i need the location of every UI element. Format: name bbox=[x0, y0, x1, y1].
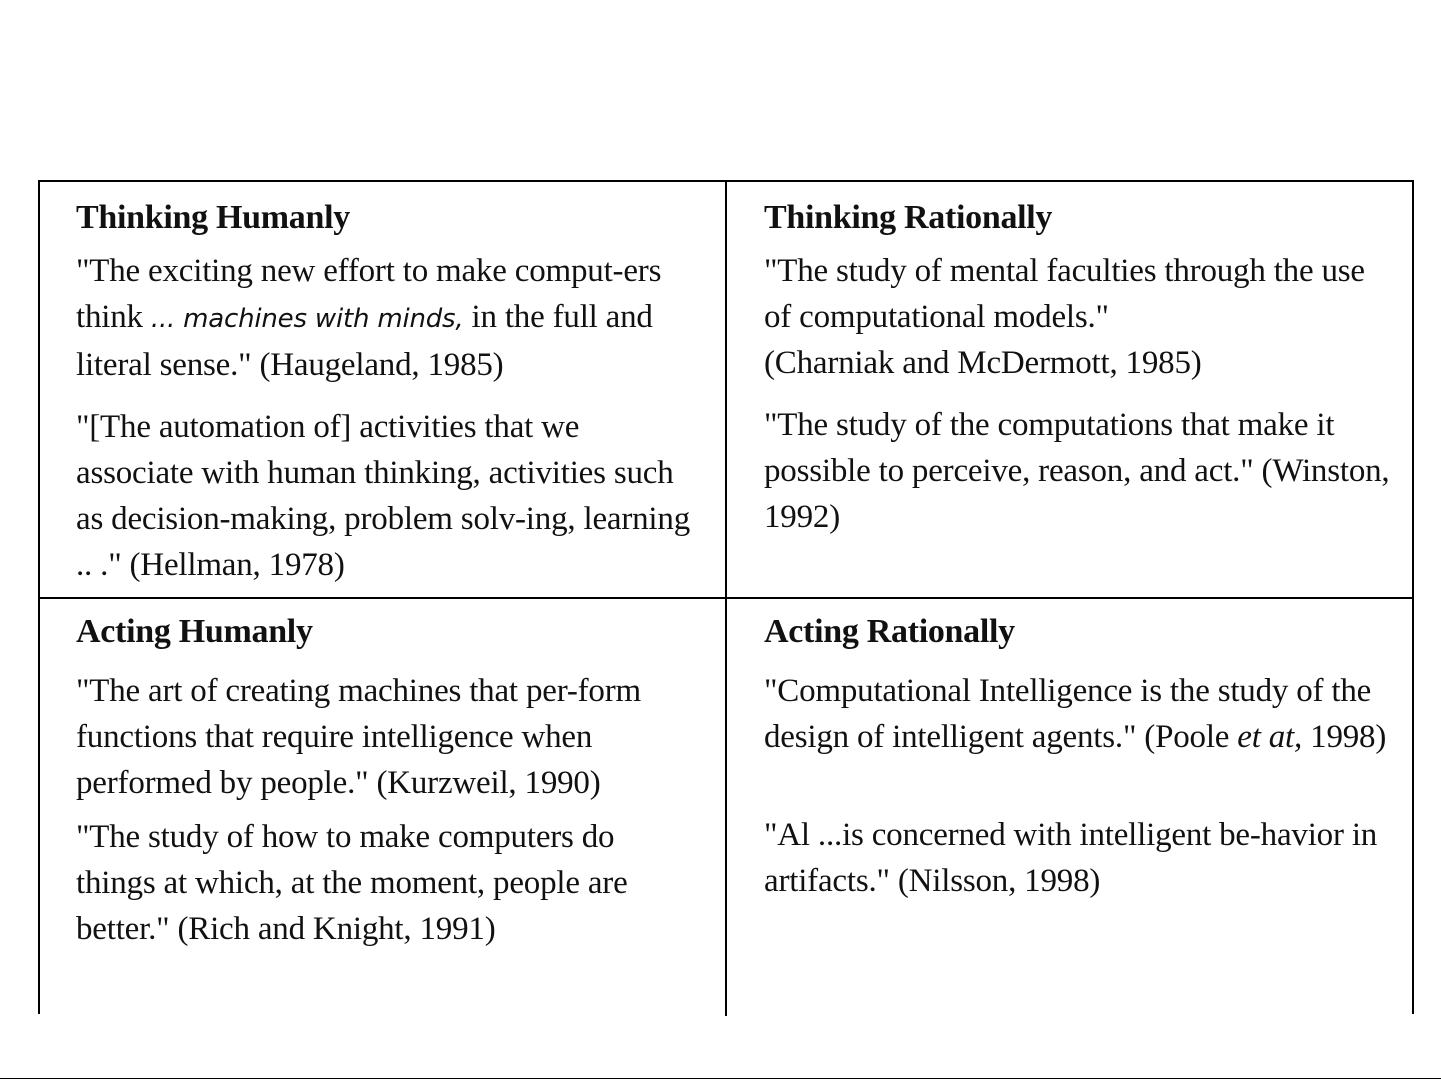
heading-acting-humanly: Acting Humanly bbox=[76, 613, 313, 650]
page-bottom-rule bbox=[0, 1078, 1441, 1079]
heading-thinking-humanly: Thinking Humanly bbox=[76, 199, 350, 236]
heading-acting-rationally: Acting Rationally bbox=[764, 613, 1015, 650]
quote-italic: ... machines with minds, bbox=[150, 304, 464, 334]
quote-haugeland bbox=[76, 248, 696, 388]
quote-rich-knight: "The study of how to make computers do things at which, at the moment, people are better." (Rich and Knight, 1991) bbox=[76, 819, 628, 947]
quote-text: "Computational Intelligence is the study of the design of intelligent agents." (Poole bbox=[764, 673, 1372, 755]
row-divider bbox=[40, 597, 1412, 599]
quote-italic: et at, bbox=[1237, 719, 1303, 755]
cell-acting-rationally bbox=[764, 612, 1394, 904]
quote-text: 1998) bbox=[1302, 719, 1387, 755]
column-divider bbox=[725, 182, 727, 1016]
quote-hellman: "[The automation of] activities that we associate with human thinking, activities such as decision-making, problem solv-ing, learning .. ." (Hellman, 1978) bbox=[76, 409, 690, 583]
quote-kurzweil: "The art of creating machines that per-form functions that require intelligence when performed by people." (Kurzweil, 1990) bbox=[76, 673, 641, 801]
quote-text: in the full and literal sense." (Haugeland, 1985) bbox=[76, 299, 653, 383]
quote-citation: (Charniak and McDermott, 1985) bbox=[764, 345, 1202, 381]
quote-text: "The study of mental faculties through the use of computational models." bbox=[764, 253, 1365, 335]
heading-thinking-rationally: Thinking Rationally bbox=[764, 199, 1053, 236]
quote-poole bbox=[764, 668, 1394, 760]
quote-nilsson: "Al ...is concerned with intelligent be-havior in artifacts." (Nilsson, 1998) bbox=[764, 817, 1378, 899]
cell-thinking-rationally bbox=[764, 198, 1394, 540]
quote-winston: "The study of the computations that make it possible to perceive, reason, and act." (Winston, 1992) bbox=[764, 407, 1390, 535]
definitions-table bbox=[38, 180, 1414, 1014]
cell-acting-humanly bbox=[76, 612, 696, 952]
quote-charniak bbox=[764, 248, 1394, 386]
cell-thinking-humanly bbox=[76, 198, 696, 588]
quote-text: "The exciting new effort to make comput-ers think bbox=[76, 253, 662, 335]
